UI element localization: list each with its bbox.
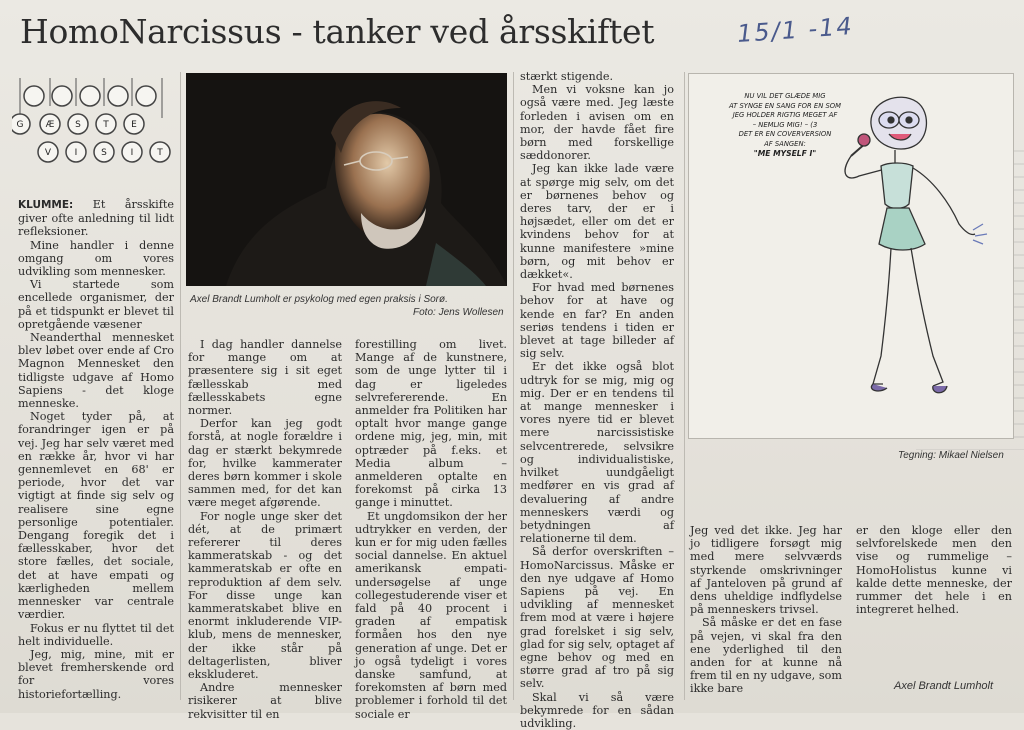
portrait-illustration: [186, 73, 507, 286]
paragraph: For nogle unge sker det dét, at de primært refererer til deres kammeratskab - og det kammeratskab er ofte en reproduktion af dem selv. For disse unge kan kammeratskabet blive en enormt inkluderende VIP-klub, mens de mennesker, der ikke står på deltagerlisten, bliver ekskluderet.: [188, 509, 342, 682]
speech-line: – NEMLIG MIG! – (3: [752, 120, 818, 129]
paragraph: For hvad med børnenes behov for at have og kende en far? En anden seriøs tendens i tiden er blevet at tage billeder af sig selv.: [520, 281, 674, 361]
paragraph: Vi startede som encellede organismer, der på et tidspunkt er blevet til opretgående væsener: [18, 278, 174, 331]
lead-paragraph: [18, 198, 174, 239]
paragraph: Er det ikke også blot udtryk for se mig, mig og mig. Der er en tendens til at mange mennesker i vores nyere tid er blevet mere narcissistiske selvcentrerede, selvsikre og individualistiske, hvilket uundgåeligt medfører en vis grad af devaluering af andre menneskers værdi og betydningen af relationerne til dem.: [520, 360, 674, 546]
typewriter-keys-logo: [12, 78, 172, 166]
article-column-2: [188, 338, 342, 721]
typewriter-key-letter: S: [75, 120, 81, 130]
handwritten-date: 15/1 -14: [736, 11, 855, 49]
paragraph: Et årsskifte giver ofte anledning til lidt refleksioner.: [18, 198, 174, 239]
article-column-1: [18, 198, 174, 701]
typewriter-key-letter: T: [103, 120, 109, 130]
speech-line: NU VIL DET GLÆDE MIG: [744, 92, 826, 100]
drawing-credit: Tegning: Mikael Nielsen: [898, 450, 1004, 461]
paragraph: er den kloge eller den selvforelskede men den vise og rummelige – HomoHolistus kunne vi kalde dette menneske, der rummer det hele i en integreret helhed.: [856, 524, 1012, 617]
typewriter-key-letter: I: [74, 148, 78, 158]
paragraph: Jeg ved det ikke. Jeg har jo tidligere forsøgt mig med mere selvværds styrkende omskrivninger af Janteloven på grund af dens uheldige indflydelse på menneskers trivsel.: [690, 524, 842, 617]
column-rule: [513, 72, 514, 700]
photo-credit: Foto: Jens Wollesen: [413, 307, 504, 318]
speech-line: AT SYNGE EN SANG FOR EN SOM: [729, 101, 841, 110]
speech-line: JEG HOLDER RIGTIG MEGET AF: [732, 111, 838, 119]
article-column-4: [520, 70, 674, 730]
singing-woman-drawing: [829, 84, 1009, 424]
typewriter-key: [24, 86, 44, 106]
photo-caption: Axel Brandt Lumholt er psykolog med egen praksis i Sorø.: [190, 294, 448, 305]
typewriter-key: [80, 86, 100, 106]
column-rule: [684, 72, 685, 700]
typewriter-key: [136, 86, 156, 106]
article-column-3: [355, 338, 507, 721]
cartoon-illustration: [688, 73, 1014, 439]
paragraph: Neanderthal mennesket blev løbet over ende af Cro Magnon Mennesket den tidligste udgave af Homo Sapiens - det kloge menneske.: [18, 331, 174, 411]
speech-line: AF SANGEN:: [764, 139, 806, 148]
paragraph: I dag handler dannelse for mange om at præsentere sig i sit eget fællesskab med fællesskabets egne normer.: [188, 338, 342, 418]
kicker-label: KLUMME:: [18, 199, 74, 211]
paragraph: Men vi voksne kan jo også være med. Jeg læste forleden i avisen om en mor, der havde fået fire børn med forskellige sæddonorer.: [520, 83, 674, 163]
paragraph: Jeg kan ikke lade være at spørge mig selv, om det er børnenes behov og deres tarv, der er i højsædet, eller om det er kvindens behov for at kunne manifestere »mine børn, og mit behov er dækket«.: [520, 162, 674, 282]
paragraph: Derfor kan jeg godt forstå, at nogle forældre i dag er stærkt bekymrede for, hvilke kammerater deres børn kommer i skole sammen med, for det kan være meget afgørende.: [188, 417, 342, 510]
paragraph: Skal vi så være bekymrede for en sådan udvikling.: [520, 690, 674, 730]
author-photo: [186, 73, 507, 286]
article-headline: HomoNarcissus - tanker ved årsskiftet: [20, 12, 655, 51]
typewriter-key-letter: G: [16, 120, 24, 130]
paragraph: Mine handler i denne omgang om vores udvikling som mennesker.: [18, 238, 174, 279]
column-rule: [180, 72, 181, 700]
typewriter-key-letter: T: [157, 148, 163, 158]
paragraph: Noget tyder på, at forandringer igen er på vej. Jeg har selv været med en række år, hvor vi har gennemlevet en 68' er periode, hvor det var vigtigt at finde sig selv og realisere sine egne personlige potentialer. Dengang foregik det i fællesskaber, hvor det store fælles, det sociale, det at have empati og kærligheden mellem mennesker var centrale værdier.: [18, 410, 174, 622]
typewriter-key: [52, 86, 72, 106]
typewriter-key-letter: Æ: [45, 120, 55, 130]
paragraph: Så derfor overskriften – HomoNarcissus. Måske er den nye udgave af Homo Sapiens på vej. En udvikling af mennesket frem mod at være i højere grad forelsket i sig selv, glad for sig selv, optaget af egne behov og med en større grad af tro på sig selv.: [520, 545, 674, 691]
article-column-5: [690, 524, 842, 696]
paragraph: Så måske er det en fase på vejen, vi skal fra den ene yderlighed til den anden for at kunne nå frem til en ny udgave, som ikke bare: [690, 616, 842, 696]
speech-line: DET ER EN COVERVERSION: [738, 130, 832, 138]
paragraph: Jeg, mig, mine, mit er blevet fremherskende ord for vores historiefortælling.: [18, 647, 174, 701]
song-title: "ME MYSELF I": [753, 149, 817, 158]
author-signature: Axel Brandt Lumholt: [894, 680, 994, 692]
paragraph: stærkt stigende.: [520, 70, 614, 83]
paragraph: Et ungdomsikon der her udtrykker en verden, der kun er for mig uden fælles social dannelse. En aktuel amerikansk empati-undersøgelse af unge collegestuderende viser et fald på 40 procent i graden af empatisk formåen hos den nye generation af unge. Det er jo også tydeligt i vores danske samfund, at forekomsten af børn med problemer i forhold til det sociale er: [355, 509, 507, 721]
paragraph: Fokus er nu flyttet til det helt individuelle.: [18, 621, 174, 648]
paragraph: forestilling om livet. Mange af de kunstnere, som de unge lytter til i dag er ligeledes selvrefererende. En anmelder fra Politiken har optalt hvor mange gange ordene mig, jeg, min, mit optræder på f.eks. et Media album – anmelderen optalte en forekomst på cirka 13 gange i minuttet.: [355, 338, 507, 510]
typewriter-key-letter: V: [44, 148, 52, 158]
typewriter-key-letter: E: [131, 120, 137, 130]
typewriter-key-letter: I: [130, 148, 134, 158]
paragraph: Andre mennesker risikerer at blive rekvisitter til en: [188, 681, 342, 721]
article-column-6: [856, 524, 1012, 616]
typewriter-key: [108, 86, 128, 106]
typewriter-key-letter: S: [101, 148, 107, 158]
